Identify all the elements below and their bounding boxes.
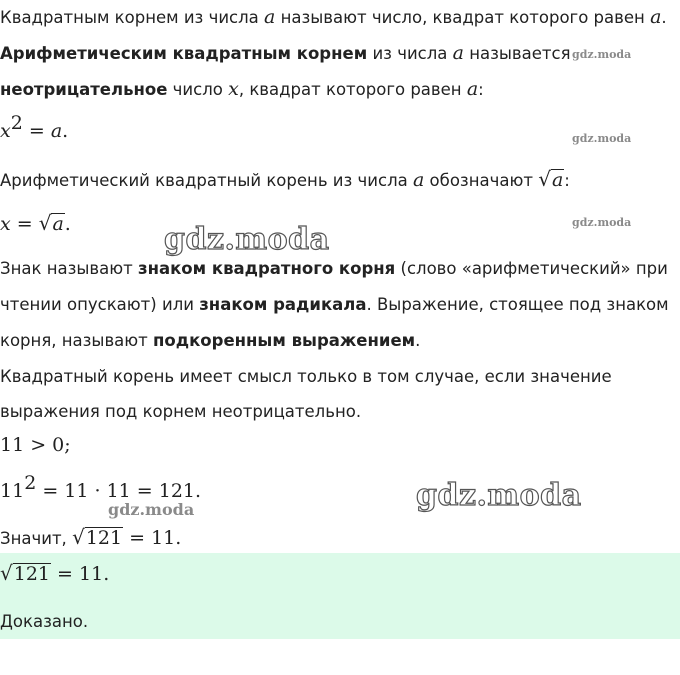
text: из числа (367, 44, 453, 63)
math-op: = (10, 213, 39, 235)
equation-x-squared (0, 112, 69, 143)
math-expr: = 11. (51, 563, 110, 585)
exponent: 2 (10, 112, 23, 134)
text: . (415, 331, 421, 350)
watermark-small: gdz.moda (108, 500, 195, 519)
meaning-sentence-1 (0, 366, 612, 388)
sqrt-symbol: √a (538, 167, 564, 191)
radical-sentence-3 (0, 330, 420, 352)
definition-arith-root-2 (0, 78, 484, 101)
bold-term: Арифметическим квадратным корнем (0, 44, 368, 63)
text: : (564, 171, 570, 190)
radicand: 121 (85, 527, 123, 549)
exponent: 2 (24, 472, 37, 494)
definition-square-root (0, 6, 667, 29)
text: Значит, (0, 529, 73, 548)
sqrt-symbol: √121 (72, 525, 123, 549)
math-var: a (412, 169, 425, 191)
math-op: = (22, 120, 51, 142)
text: , квадрат которого равен (238, 80, 467, 99)
text: Знак называют (0, 259, 138, 278)
text: обозначают (424, 171, 539, 190)
result-equation (0, 562, 109, 586)
text: называется (463, 44, 571, 63)
text: называют число, квадрат которого равен (275, 8, 651, 27)
bold-term: знаком квадратного корня (137, 259, 396, 278)
math-var: a (452, 42, 464, 64)
text: число (167, 80, 229, 99)
math-var: a (650, 6, 662, 28)
definition-arith-root-1 (0, 42, 571, 65)
inequality-11-gt-0: 11 > 0; (0, 434, 71, 456)
math-var: x (0, 213, 11, 235)
conclusion-line (0, 526, 181, 550)
equation-x-sqrt-a (0, 212, 71, 236)
math-var: a (466, 78, 479, 100)
radicand: a (52, 213, 64, 235)
proved-text: Доказано. (0, 612, 89, 631)
text: Квадратным корнем из числа (0, 8, 265, 27)
meaning-sentence-2 (0, 401, 361, 423)
watermark-small: gdz.moda (572, 132, 632, 145)
text: Арифметический квадратный корень из числа (0, 171, 413, 190)
math-op: . (64, 213, 71, 235)
bold-term: неотрицательное (0, 80, 168, 99)
radical-sentence-1 (0, 258, 668, 280)
radicand: a (551, 169, 564, 191)
math-var: x (0, 120, 11, 142)
text: . (661, 8, 667, 27)
math-expr: = 11 · 11 = 121. (36, 480, 202, 502)
text: : (478, 80, 484, 99)
math-num: 11 (0, 480, 25, 502)
notation-sentence (0, 168, 570, 192)
math-var: a (50, 120, 63, 142)
text: чтении опускают) или (0, 295, 200, 314)
math-var: a (264, 6, 276, 28)
watermark-large: gdz.moda (164, 222, 330, 257)
watermark-small: gdz.moda (572, 216, 632, 229)
watermark-large: gdz.moda (416, 478, 582, 513)
bold-term: подкоренным выражением (153, 331, 416, 350)
math-var: x (228, 78, 239, 100)
text: корня, называют (0, 331, 154, 350)
math-op: . (62, 120, 69, 142)
text: . Выражение, стоящее под знаком (366, 295, 669, 314)
sqrt-symbol: √a (38, 211, 64, 235)
text: (слово «арифметический» при (395, 259, 668, 278)
radicand: 121 (13, 563, 51, 585)
radical-sentence-2 (0, 294, 669, 316)
text: выражения под корнем неотрицательно. (0, 402, 362, 421)
text: Квадратный корень имеет смысл только в том случае, если значение (0, 367, 612, 386)
bold-term: знаком радикала (199, 295, 367, 314)
watermark-small: gdz.moda (572, 48, 632, 61)
sqrt-symbol: √121 (0, 561, 51, 585)
math-expr: = 11. (123, 527, 182, 549)
